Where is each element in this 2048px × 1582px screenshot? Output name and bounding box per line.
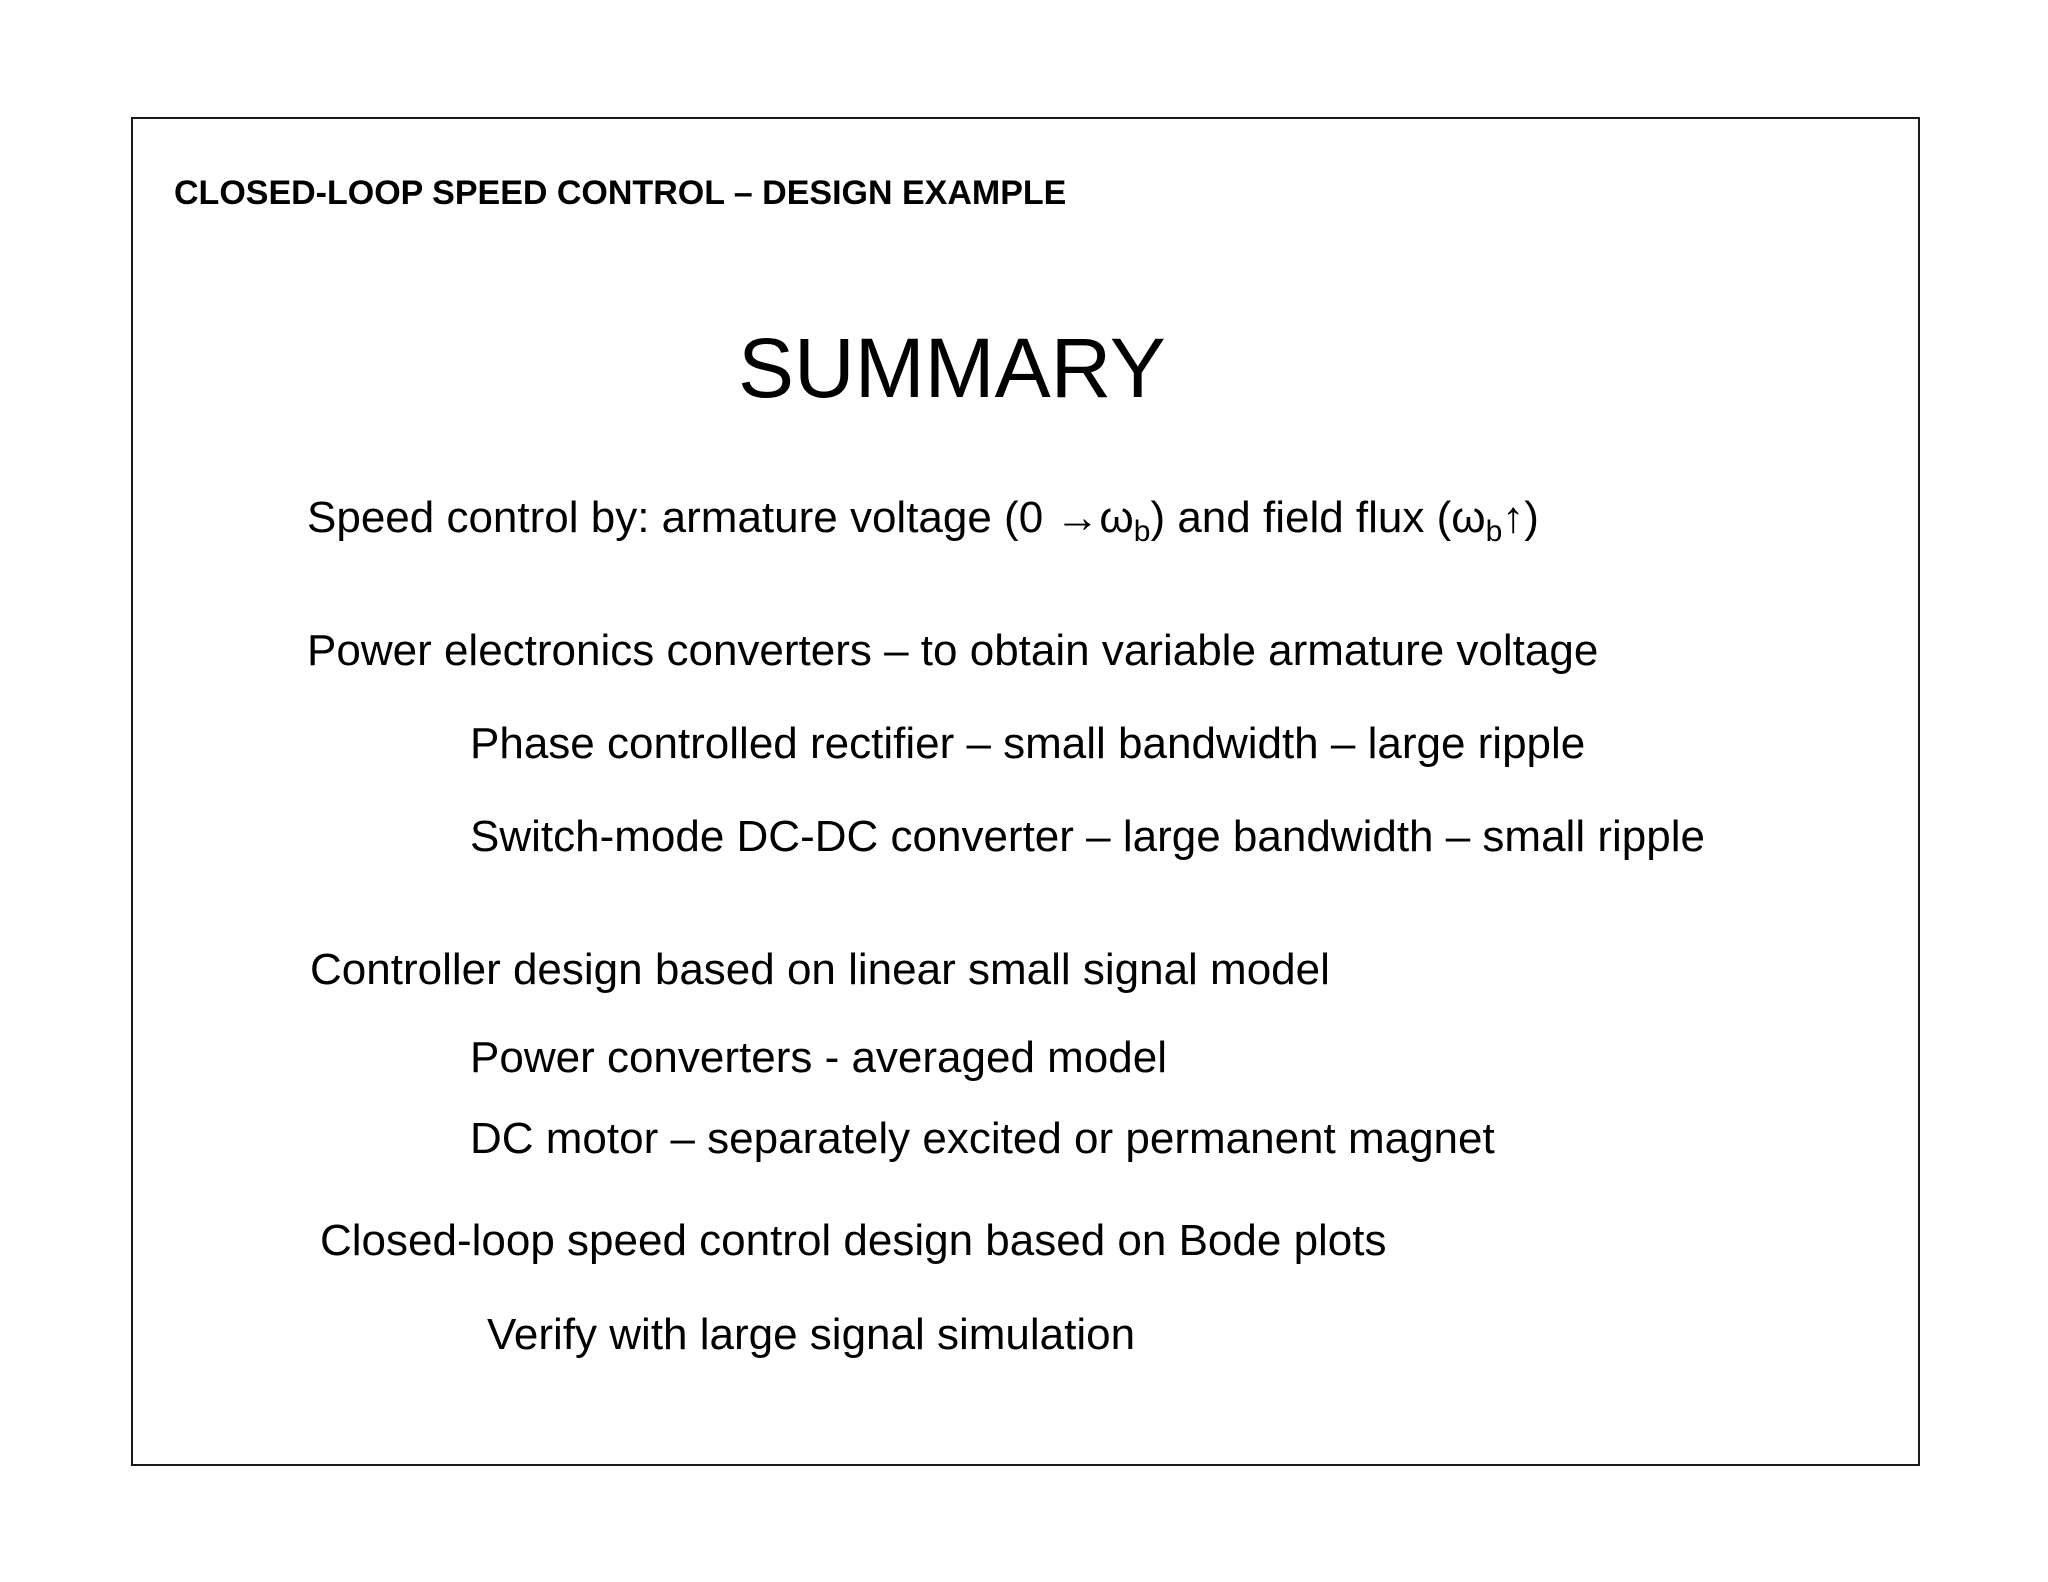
speed-control-prefix: Speed control by: armature voltage (0 →ω	[307, 493, 1134, 542]
controller-design-line: Controller design based on linear small signal model	[310, 945, 1330, 994]
speed-control-suffix: ↑)	[1502, 493, 1539, 542]
speed-control-middle: ) and field flux (ω	[1150, 493, 1486, 542]
dc-motor-line: DC motor – separately excited or permanent magnet	[470, 1114, 1495, 1163]
page-title: SUMMARY	[738, 321, 1166, 415]
slide-header: CLOSED-LOOP SPEED CONTROL – DESIGN EXAMPLE	[174, 174, 1067, 212]
bode-design-line: Closed-loop speed control design based on Bode plots	[320, 1216, 1387, 1265]
omega-subscript-b: b	[1133, 515, 1151, 548]
verify-simulation-line: Verify with large signal simulation	[487, 1310, 1136, 1359]
speed-control-line	[307, 493, 1539, 548]
omega-subscript-b-2: b	[1485, 515, 1503, 548]
switch-mode-line: Switch-mode DC-DC converter – large bandwidth – small ripple	[470, 812, 1705, 861]
rectifier-line: Phase controlled rectifier – small bandwidth – large ripple	[470, 719, 1586, 768]
averaged-model-line: Power converters - averaged model	[470, 1033, 1167, 1082]
converters-line: Power electronics converters – to obtain variable armature voltage	[307, 626, 1599, 675]
